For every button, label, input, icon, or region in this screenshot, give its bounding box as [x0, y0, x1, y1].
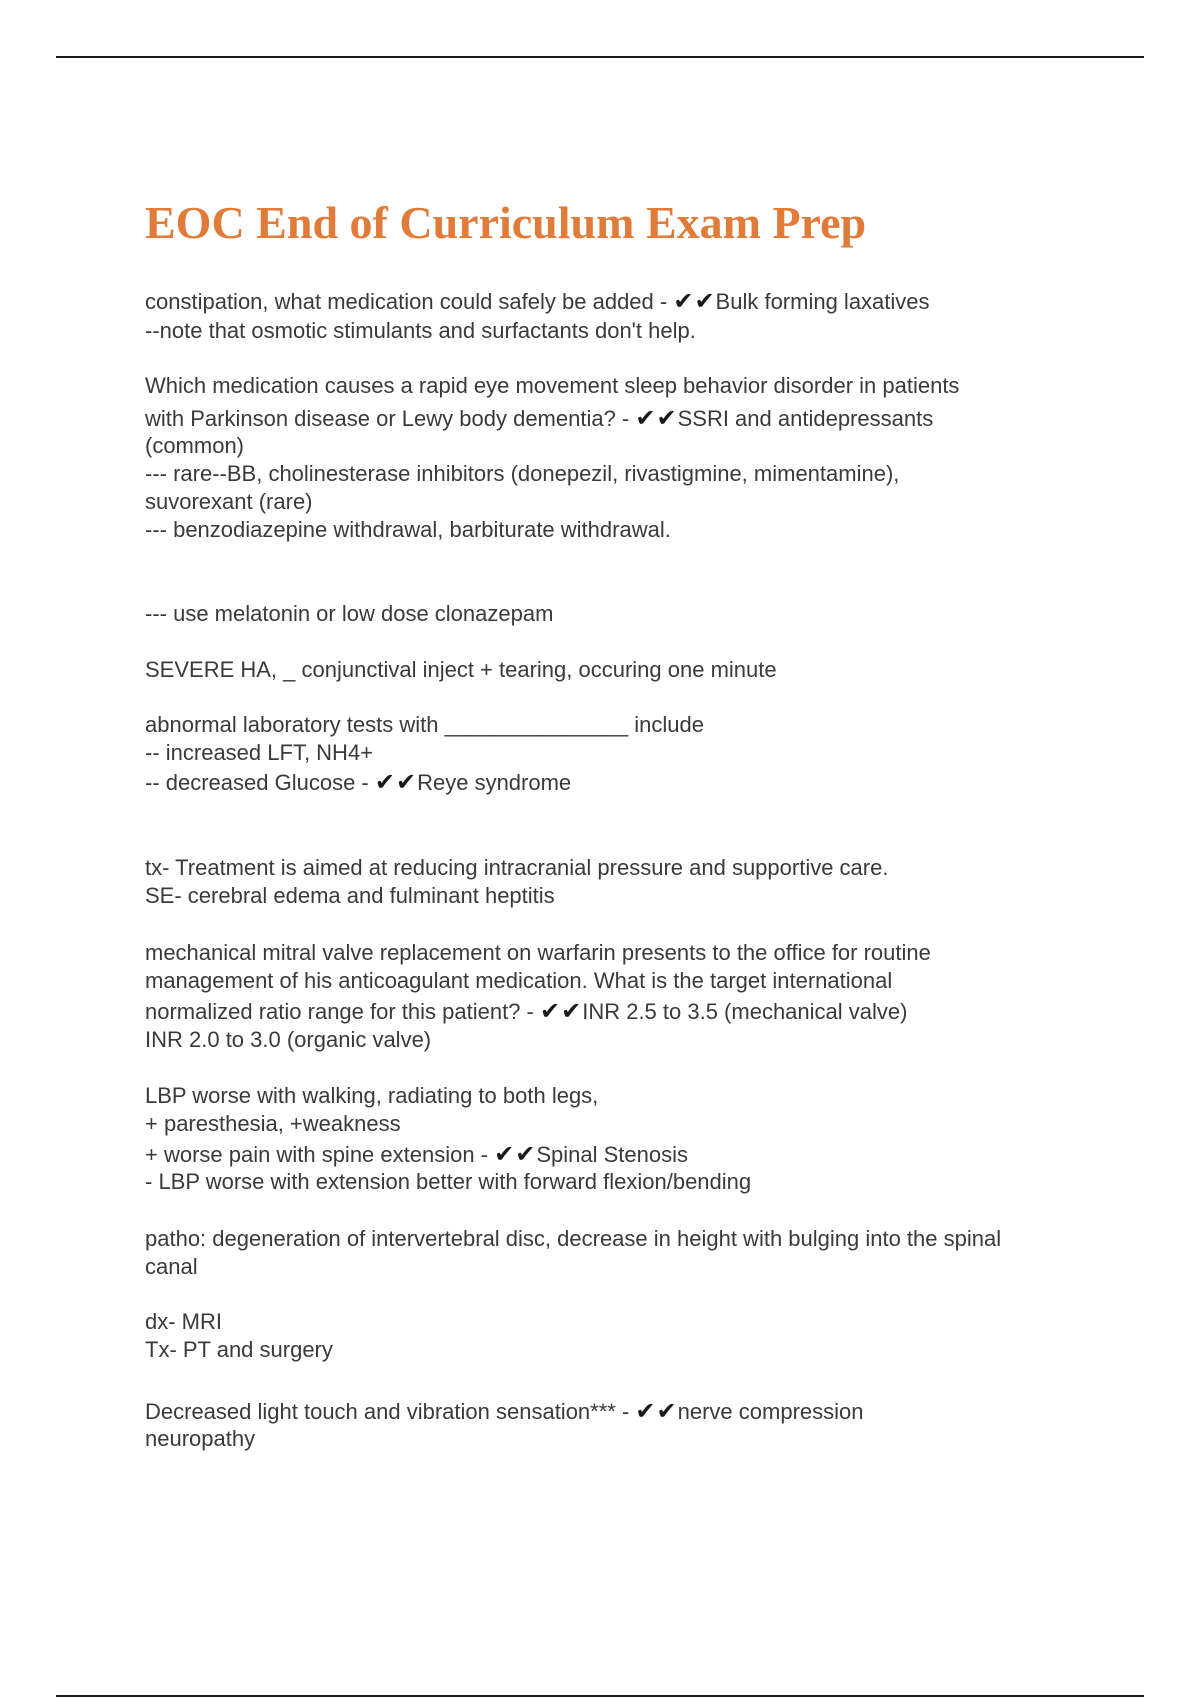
text-line: - LBP worse with extension better with forward flexion/bending	[145, 1169, 752, 1194]
text-line: + paresthesia, +weakness	[145, 1111, 401, 1136]
double-check-icon: ✔✔	[539, 997, 583, 1025]
bottom-rule	[56, 1695, 1144, 1697]
question-reye-cont	[145, 768, 571, 797]
question-text: Decreased light touch and vibration sensation*** -	[145, 1399, 636, 1424]
text-line: neuropathy	[145, 1426, 256, 1451]
question-inr: mechanical mitral valve replacement on warfarin presents to the office for routine	[145, 940, 931, 965]
answer-text: Spinal Stenosis	[536, 1142, 689, 1167]
question-text: + worse pain with spine extension -	[145, 1142, 495, 1167]
text-line: dx- MRI	[145, 1309, 222, 1334]
text-line: --- rare--BB, cholinesterase inhibitors (donepezil, rivastigmine, mimentamine),	[145, 461, 900, 486]
double-check-icon: ✔✔	[374, 768, 418, 796]
text-line: --- use melatonin or low dose clonazepam	[145, 601, 554, 626]
text-line: Tx- PT and surgery	[145, 1337, 333, 1362]
text-line: management of his anticoagulant medication. What is the target international	[145, 968, 893, 993]
question-rem-sleep: Which medication causes a rapid eye movement sleep behavior disorder in patients	[145, 373, 960, 398]
question-lbp: LBP worse with walking, radiating to both legs,	[145, 1083, 599, 1108]
text-line: INR 2.0 to 3.0 (organic valve)	[145, 1027, 432, 1052]
question-reye: abnormal laboratory tests with _______________ include	[145, 712, 704, 737]
answer-text: SSRI and antidepressants	[677, 406, 934, 431]
text-line: -- increased LFT, NH4+	[145, 740, 374, 765]
text-line: suvorexant (rare)	[145, 489, 313, 514]
double-check-icon: ✔✔	[673, 287, 716, 315]
answer-text: Reye syndrome	[417, 770, 572, 795]
page-title: EOC End of Curriculum Exam Prep	[145, 197, 867, 248]
double-check-icon: ✔✔	[635, 404, 678, 432]
question-lbp-cont	[145, 1140, 688, 1169]
top-rule	[56, 56, 1144, 58]
double-check-icon: ✔✔	[635, 1397, 678, 1425]
answer-text: INR 2.5 to 3.5 (mechanical valve)	[582, 999, 908, 1024]
question-constipation	[145, 287, 930, 316]
text-line: SE- cerebral edema and fulminant heptitis	[145, 883, 555, 908]
question-inr-cont	[145, 997, 907, 1026]
question-rem-sleep-cont	[145, 404, 933, 433]
question-text: normalized ratio range for this patient? -	[145, 999, 540, 1024]
question-text: -- decreased Glucose -	[145, 770, 375, 795]
note-line: --note that osmotic stimulants and surfactants don't help.	[145, 318, 696, 343]
question-sensation	[145, 1397, 864, 1426]
question-text: with Parkinson disease or Lewy body dementia? -	[145, 406, 636, 431]
double-check-icon: ✔✔	[494, 1140, 537, 1168]
text-line: (common)	[145, 433, 245, 458]
text-line: canal	[145, 1254, 198, 1279]
question-severe-ha: SEVERE HA, _ conjunctival inject + tearing, occuring one minute	[145, 657, 777, 682]
text-line: --- benzodiazepine withdrawal, barbiturate withdrawal.	[145, 517, 671, 542]
question-text: constipation, what medication could safely be added -	[145, 289, 674, 314]
text-line: patho: degeneration of intervertebral disc, decrease in height with bulging into the spinal	[145, 1226, 1002, 1251]
answer-text: nerve compression	[677, 1399, 864, 1424]
answer-text: Bulk forming laxatives	[715, 289, 930, 314]
text-line: tx- Treatment is aimed at reducing intracranial pressure and supportive care.	[145, 855, 889, 880]
